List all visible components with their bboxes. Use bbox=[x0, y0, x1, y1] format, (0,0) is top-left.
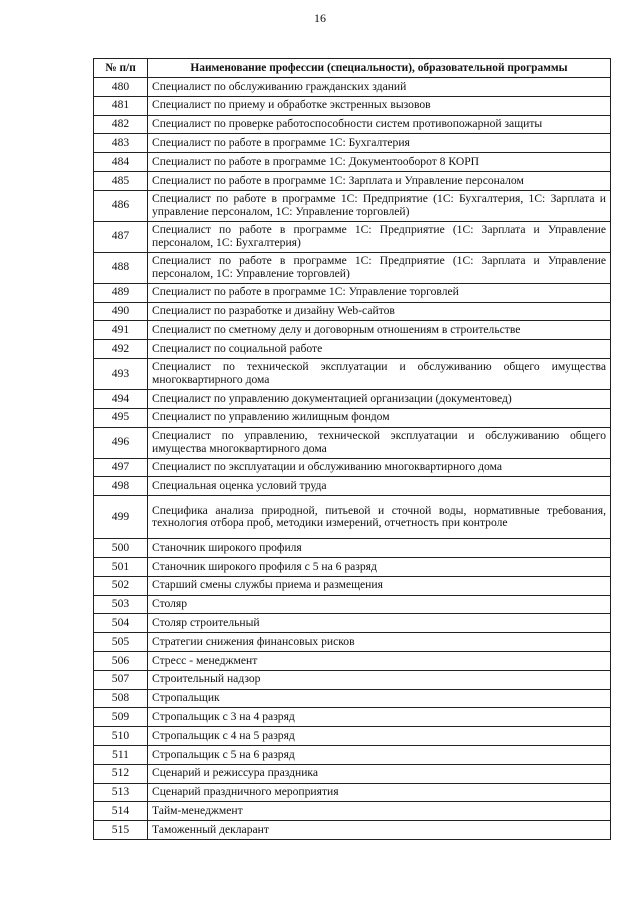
table-row bbox=[94, 614, 611, 633]
row-number: 505 bbox=[94, 633, 148, 652]
table-row bbox=[94, 389, 611, 408]
table-row bbox=[94, 764, 611, 783]
row-number: 506 bbox=[94, 651, 148, 670]
row-number: 480 bbox=[94, 78, 148, 97]
table-row bbox=[94, 96, 611, 115]
row-number: 507 bbox=[94, 670, 148, 689]
table-row bbox=[94, 458, 611, 477]
profession-name: Стропальщик bbox=[148, 689, 611, 708]
table-body bbox=[94, 78, 611, 840]
profession-name: Таможенный декларант bbox=[148, 821, 611, 840]
profession-name: Специалист по работе в программе 1С: Зарплата и Управление персоналом bbox=[148, 171, 611, 190]
profession-name: Строительный надзор bbox=[148, 670, 611, 689]
table-row bbox=[94, 539, 611, 558]
table-row bbox=[94, 321, 611, 340]
table-row bbox=[94, 171, 611, 190]
table-row bbox=[94, 670, 611, 689]
column-header-number: № п/п bbox=[94, 59, 148, 78]
profession-name: Специалист по сметному делу и договорным отношениям в строительстве bbox=[148, 321, 611, 340]
table-row bbox=[94, 358, 611, 389]
table-row bbox=[94, 727, 611, 746]
table-row bbox=[94, 78, 611, 97]
profession-name: Стропальщик с 3 на 4 разряд bbox=[148, 708, 611, 727]
row-number: 487 bbox=[94, 221, 148, 252]
profession-name: Специалист по управлению жилищным фондом bbox=[148, 408, 611, 427]
profession-name: Специалист по проверке работоспособности систем противопожарной защиты bbox=[148, 115, 611, 134]
table-row bbox=[94, 557, 611, 576]
table-row bbox=[94, 340, 611, 359]
row-number: 490 bbox=[94, 302, 148, 321]
table-row bbox=[94, 651, 611, 670]
profession-name: Станочник широкого профиля с 5 на 6 разряд bbox=[148, 557, 611, 576]
profession-name: Специалист по работе в программе 1С: Предприятие (1С: Бухгалтерия, 1С: Зарплата и управление персоналом, 1С: Управление торговлей) bbox=[148, 190, 611, 221]
profession-name: Специальная оценка условий труда bbox=[148, 477, 611, 496]
table-row bbox=[94, 427, 611, 458]
table-row bbox=[94, 477, 611, 496]
row-number: 497 bbox=[94, 458, 148, 477]
row-number: 498 bbox=[94, 477, 148, 496]
table-row bbox=[94, 802, 611, 821]
profession-name: Стратегии снижения финансовых рисков bbox=[148, 633, 611, 652]
row-number: 509 bbox=[94, 708, 148, 727]
profession-name: Специалист по работе в программе 1С: Управление торговлей bbox=[148, 283, 611, 302]
table-row bbox=[94, 190, 611, 221]
profession-name: Станочник широкого профиля bbox=[148, 539, 611, 558]
row-number: 481 bbox=[94, 96, 148, 115]
row-number: 493 bbox=[94, 358, 148, 389]
row-number: 501 bbox=[94, 557, 148, 576]
table-row bbox=[94, 821, 611, 840]
row-number: 486 bbox=[94, 190, 148, 221]
row-number: 491 bbox=[94, 321, 148, 340]
profession-name: Специалист по работе в программе 1С: Предприятие (1С: Зарплата и Управление персоналом, 1С: Бухгалтерия) bbox=[148, 221, 611, 252]
row-number: 515 bbox=[94, 821, 148, 840]
row-number: 502 bbox=[94, 576, 148, 595]
profession-name: Специалист по работе в программе 1С: Бухгалтерия bbox=[148, 134, 611, 153]
profession-name: Стропальщик с 4 на 5 разряд bbox=[148, 727, 611, 746]
row-number: 494 bbox=[94, 389, 148, 408]
table-row bbox=[94, 252, 611, 283]
row-number: 503 bbox=[94, 595, 148, 614]
row-number: 504 bbox=[94, 614, 148, 633]
row-number: 485 bbox=[94, 171, 148, 190]
profession-name: Сценарий и режиссура праздника bbox=[148, 764, 611, 783]
profession-name: Стресс - менеджмент bbox=[148, 651, 611, 670]
profession-name: Столяр строительный bbox=[148, 614, 611, 633]
row-number: 483 bbox=[94, 134, 148, 153]
profession-name: Специалист по технической эксплуатации и обслуживанию общего имущества многоквартирного дома bbox=[148, 358, 611, 389]
row-number: 512 bbox=[94, 764, 148, 783]
row-number: 510 bbox=[94, 727, 148, 746]
row-number: 484 bbox=[94, 153, 148, 172]
profession-name: Специалист по работе в программе 1С: Предприятие (1С: Зарплата и Управление персоналом, 1С: Управление торговлей) bbox=[148, 252, 611, 283]
table-row bbox=[94, 595, 611, 614]
table-row bbox=[94, 689, 611, 708]
row-number: 514 bbox=[94, 802, 148, 821]
table-row bbox=[94, 708, 611, 727]
row-number: 492 bbox=[94, 340, 148, 359]
profession-name: Специалист по социальной работе bbox=[148, 340, 611, 359]
profession-name: Специалист по работе в программе 1С: Документооборот 8 КОРП bbox=[148, 153, 611, 172]
table-row bbox=[94, 221, 611, 252]
profession-name: Специалист по приему и обработке экстренных вызовов bbox=[148, 96, 611, 115]
profession-name: Старший смены службы приема и размещения bbox=[148, 576, 611, 595]
table-row bbox=[94, 633, 611, 652]
profession-name: Специалист по обслуживанию гражданских зданий bbox=[148, 78, 611, 97]
table-row bbox=[94, 576, 611, 595]
profession-name: Специалист по управлению, технической эксплуатации и обслуживанию общего имущества многоквартирного дома bbox=[148, 427, 611, 458]
table-row bbox=[94, 283, 611, 302]
row-number: 495 bbox=[94, 408, 148, 427]
row-number: 499 bbox=[94, 496, 148, 539]
table-row bbox=[94, 783, 611, 802]
row-number: 508 bbox=[94, 689, 148, 708]
page-number: 16 bbox=[314, 11, 326, 25]
profession-name: Столяр bbox=[148, 595, 611, 614]
row-number: 489 bbox=[94, 283, 148, 302]
profession-name: Стропальщик с 5 на 6 разряд bbox=[148, 745, 611, 764]
row-number: 496 bbox=[94, 427, 148, 458]
table-row bbox=[94, 496, 611, 539]
row-number: 511 bbox=[94, 745, 148, 764]
table-row bbox=[94, 134, 611, 153]
table-row bbox=[94, 408, 611, 427]
column-header-name: Наименование профессии (специальности), образовательной программы bbox=[148, 59, 611, 78]
table-row bbox=[94, 302, 611, 321]
row-number: 500 bbox=[94, 539, 148, 558]
profession-name: Специалист по управлению документацией организации (документовед) bbox=[148, 389, 611, 408]
row-number: 488 bbox=[94, 252, 148, 283]
table-row bbox=[94, 115, 611, 134]
profession-name: Специфика анализа природной, питьевой и сточной воды, нормативные требования, технология отбора проб, методики измерений, отчетность при контроле bbox=[148, 496, 611, 539]
table-row bbox=[94, 153, 611, 172]
profession-name: Тайм-менеджмент bbox=[148, 802, 611, 821]
row-number: 482 bbox=[94, 115, 148, 134]
profession-name: Специалист по эксплуатации и обслуживанию многоквартирного дома bbox=[148, 458, 611, 477]
table-row bbox=[94, 745, 611, 764]
profession-name: Сценарий праздничного мероприятия bbox=[148, 783, 611, 802]
row-number: 513 bbox=[94, 783, 148, 802]
profession-name: Специалист по разработке и дизайну Web-сайтов bbox=[148, 302, 611, 321]
table-header-row bbox=[94, 59, 611, 78]
professions-table bbox=[93, 58, 611, 840]
